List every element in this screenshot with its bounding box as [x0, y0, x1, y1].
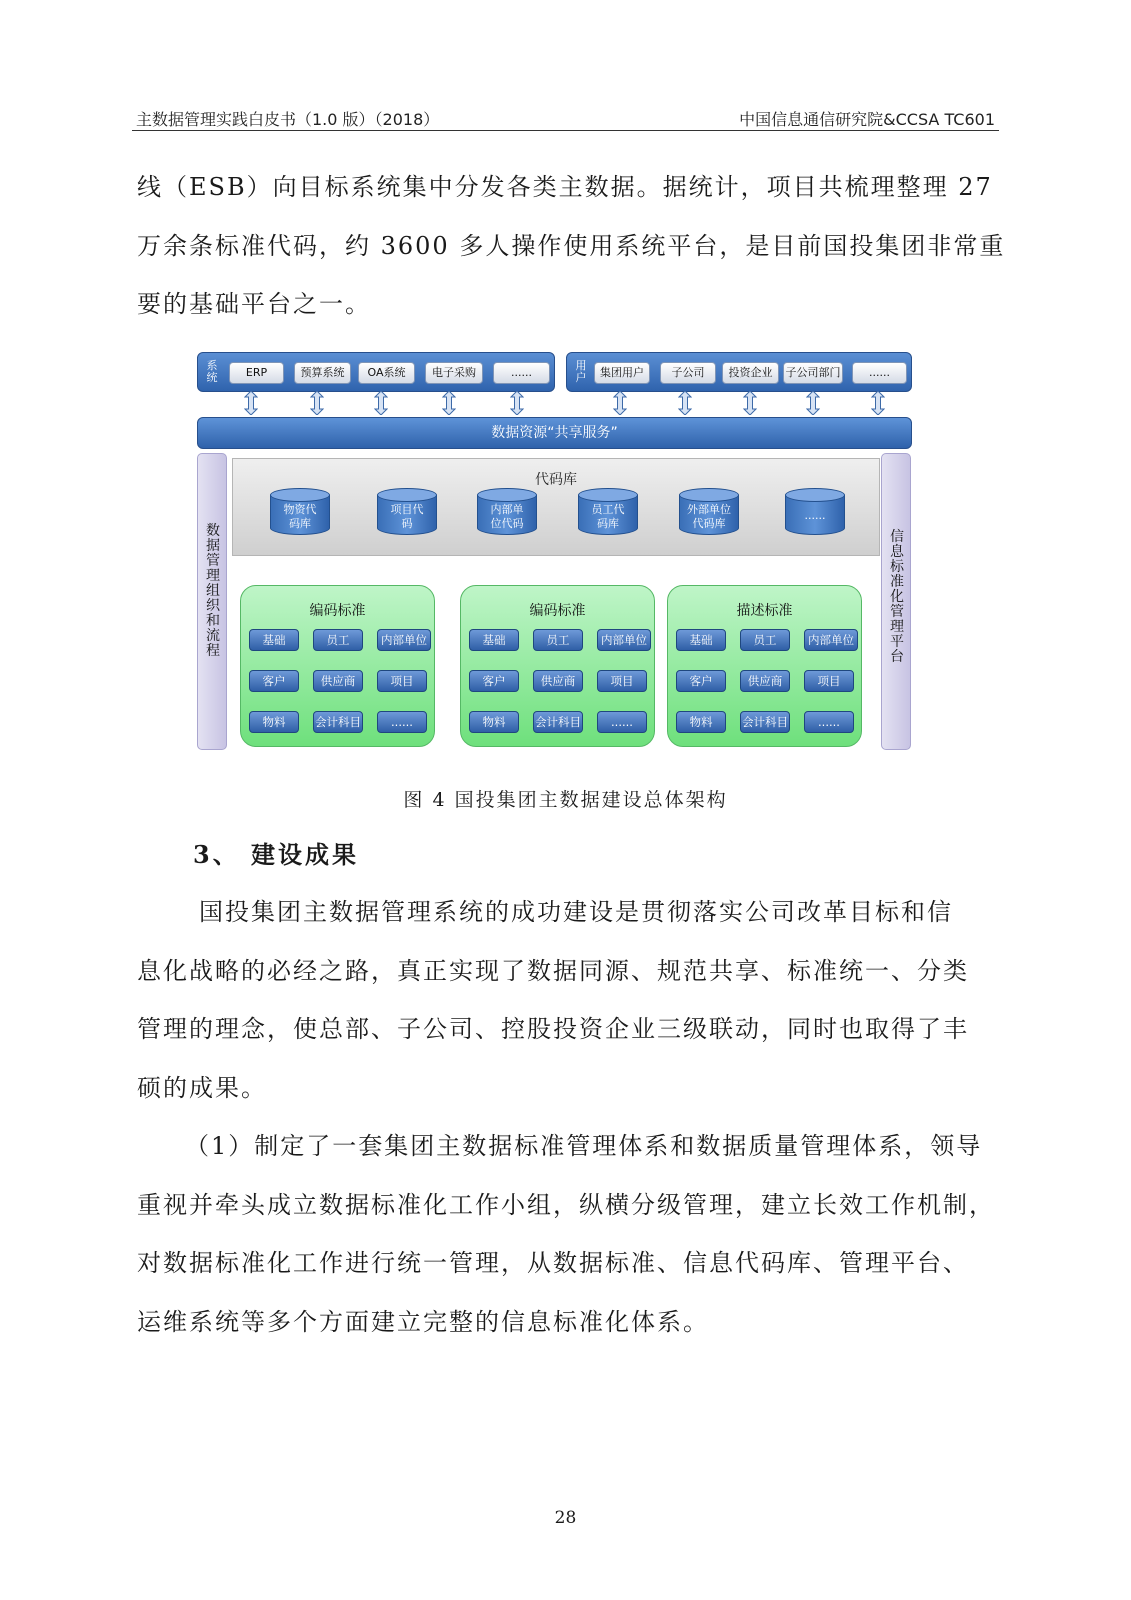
system-chip: OA系统	[358, 362, 415, 384]
text-line: 管理的理念，使总部、子公司、控股投资企业三级联动，同时也取得了丰	[137, 1015, 969, 1043]
user-chip: 投资企业	[722, 362, 779, 384]
system-chip: ......	[493, 362, 550, 384]
standard-item: ......	[804, 711, 854, 733]
standard-group-title: 描述标准	[736, 603, 793, 619]
double-arrow-icon	[613, 391, 627, 415]
double-arrow-icon	[871, 391, 885, 415]
user-chip: 子公司部门	[783, 362, 843, 384]
database-icon	[270, 488, 330, 538]
standard-item: 内部单位	[377, 629, 431, 651]
figure-caption: 图 4 国投集团主数据建设总体架构	[403, 789, 728, 811]
standard-item: 基础	[469, 629, 519, 651]
code-library-label: 外部单位代码库	[687, 503, 731, 530]
user-chip: 集团用户	[594, 362, 650, 384]
text-line: 线（ESB）向目标系统集中分发各类主数据。据统计，项目共梳理整理 27	[137, 173, 993, 201]
users-bar-label: 用户	[575, 359, 587, 384]
user-chip: 子公司	[660, 362, 716, 384]
database-icon	[679, 488, 739, 538]
standard-item: 客户	[676, 670, 726, 692]
double-arrow-icon	[678, 391, 692, 415]
standard-item: 会计科目	[313, 711, 363, 733]
right-column-label: 信息标准化管理平台	[890, 529, 904, 665]
double-arrow-icon	[374, 391, 388, 415]
standard-item: 客户	[469, 670, 519, 692]
code-library-label: 内部单位代码	[490, 503, 524, 530]
section-heading: 3、 建设成果	[193, 840, 360, 869]
systems-bar	[197, 352, 555, 392]
standard-item: 物料	[249, 711, 299, 733]
database-icon	[377, 488, 437, 538]
intro-paragraph	[137, 158, 1006, 334]
standard-item: 会计科目	[740, 711, 790, 733]
standard-item: 客户	[249, 670, 299, 692]
text-line: 重视并牵头成立数据标准化工作小组，纵横分级管理，建立长效工作机制，	[137, 1190, 995, 1219]
text-line: （1）制定了一套集团主数据标准管理体系和数据质量管理体系，领导	[185, 1132, 983, 1160]
systems-bar-label: 系统	[206, 359, 218, 384]
standard-item: 供应商	[533, 670, 583, 692]
page-number: 28	[554, 1508, 577, 1528]
text-line: 万余条标准代码，约 3600 多人操作使用系统平台，是目前国投集团非常重	[137, 231, 1006, 260]
standard-item: 内部单位	[597, 629, 651, 651]
standard-item: 基础	[676, 629, 726, 651]
database-icon	[785, 488, 845, 538]
code-library-label: ......	[804, 509, 826, 522]
standard-group	[667, 585, 862, 747]
double-arrow-icon	[442, 391, 456, 415]
standard-group	[460, 585, 655, 747]
double-arrow-icon	[244, 391, 258, 415]
body-paragraph	[137, 1117, 997, 1351]
system-chip: 预算系统	[294, 362, 351, 384]
header-rule	[132, 130, 999, 131]
code-library-label: 项目代码	[390, 503, 424, 530]
database-icon	[477, 488, 537, 538]
code-library-label: 物资代码库	[283, 503, 317, 530]
system-chip: ERP	[229, 362, 284, 384]
standard-item: 员工	[313, 629, 363, 651]
standard-item: 员工	[533, 629, 583, 651]
standard-item: 物料	[676, 711, 726, 733]
code-library-title: 代码库	[535, 472, 577, 488]
standard-item: 供应商	[313, 670, 363, 692]
architecture-diagram	[195, 350, 920, 760]
user-chip: ......	[852, 362, 907, 384]
standard-group-title: 编码标准	[309, 603, 366, 619]
standard-item: ......	[597, 711, 647, 733]
double-arrow-icon	[310, 391, 324, 415]
text-line: 硕的成果。	[137, 1073, 267, 1102]
double-arrow-icon	[743, 391, 757, 415]
double-arrow-icon	[806, 391, 820, 415]
text-line: 国投集团主数据管理系统的成功建设是贯彻落实公司改革目标和信	[199, 898, 953, 926]
standard-group-title: 编码标准	[529, 603, 586, 619]
text-line: 息化战略的必经之路，真正实现了数据同源、规范共享、标准统一、分类	[137, 956, 969, 985]
text-line: 对数据标准化工作进行统一管理，从数据标准、信息代码库、管理平台、	[137, 1249, 969, 1277]
running-header-org: 中国信息通信研究院&CCSA TC601	[739, 110, 995, 129]
body-paragraph	[137, 883, 997, 1117]
standard-item: 基础	[249, 629, 299, 651]
standard-item: 项目	[804, 670, 854, 692]
standard-group	[240, 585, 435, 747]
standard-item: ......	[377, 711, 427, 733]
standard-item: 供应商	[740, 670, 790, 692]
standard-item: 会计科目	[533, 711, 583, 733]
system-chip: 电子采购	[425, 362, 483, 384]
running-header-title: 主数据管理实践白皮书（1.0 版）（2018）	[136, 110, 440, 129]
database-icon	[578, 488, 638, 538]
left-column-org-process	[197, 453, 227, 750]
double-arrow-icon	[510, 391, 524, 415]
standard-item: 员工	[740, 629, 790, 651]
standard-item: 项目	[597, 670, 647, 692]
text-line: 要的基础平台之一。	[137, 290, 371, 318]
shared-service-bar: 数据资源“共享服务”	[197, 417, 912, 449]
text-line: 运维系统等多个方面建立完整的信息标准化体系。	[137, 1307, 709, 1336]
standard-item: 项目	[377, 670, 427, 692]
right-column-platform	[881, 453, 911, 750]
standard-item: 物料	[469, 711, 519, 733]
left-column-label: 数据管理组织和流程	[206, 523, 220, 659]
users-bar	[566, 352, 912, 392]
code-library-label: 员工代码库	[591, 503, 625, 530]
standard-item: 内部单位	[804, 629, 858, 651]
